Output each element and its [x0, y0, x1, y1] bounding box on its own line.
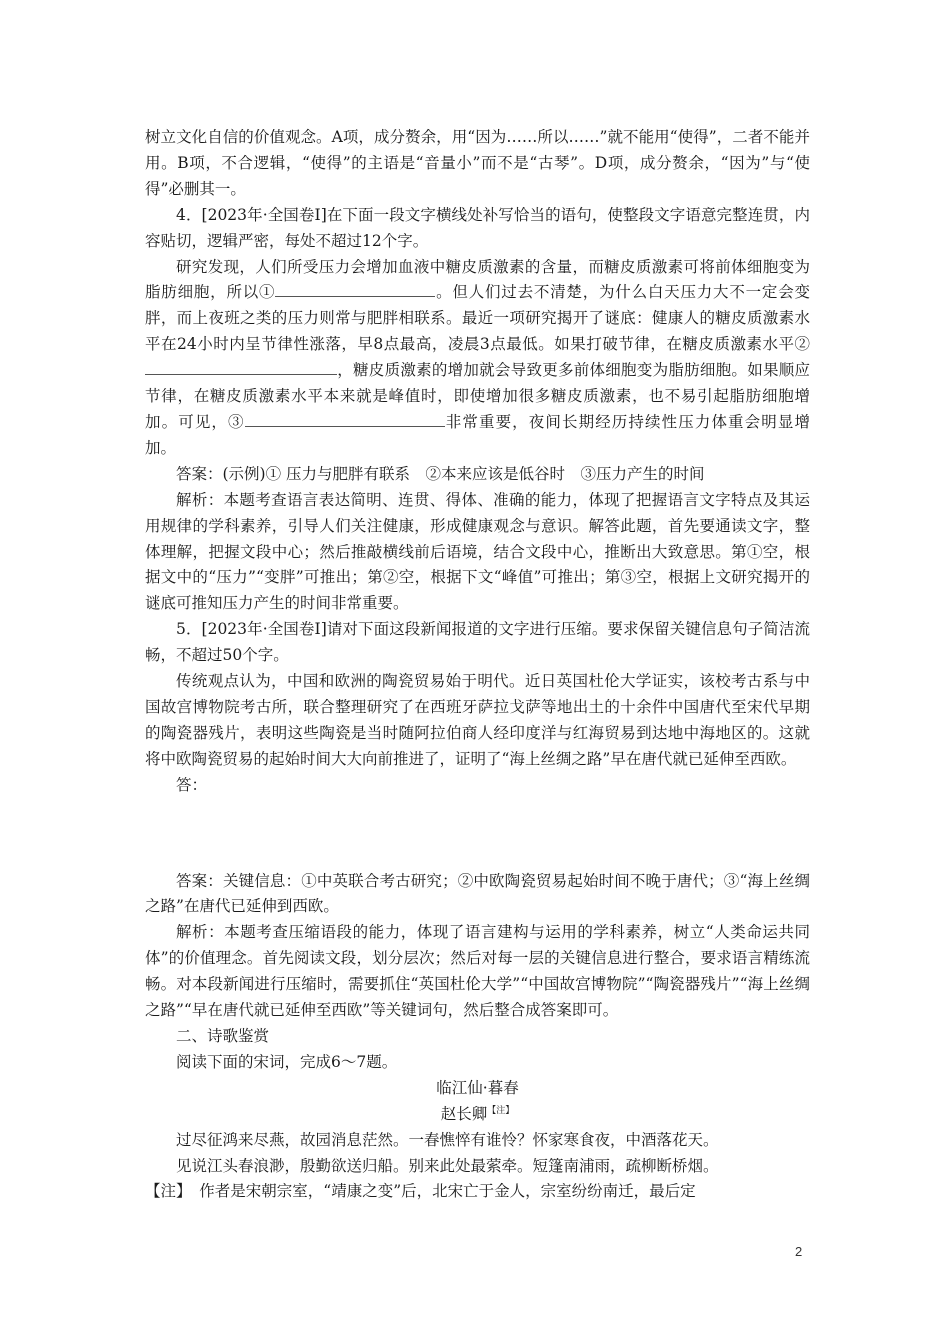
poem-note-mark: 【注】: [487, 1105, 515, 1116]
intro-paragraph: 树立文化自信的价值观念。A项，成分赘余，用“因为……所以……”就不能用“使得”，二者不能并用。B项，不合逻辑，“使得”的主语是“音量小”而不是“古琴”。D项，成分赘余，“因为”与“使得”必删其一。: [145, 128, 810, 198]
poem-title: 临江仙·暮春: [436, 1078, 519, 1097]
question-4-answer: 答案：(示例)① 压力与肥胖有联系 ②本来应该是低谷时 ③压力产生的时间: [176, 464, 705, 483]
section-instruction: 阅读下面的宋词，完成6～7题。: [176, 1052, 398, 1071]
poem-author-line: [145, 1102, 810, 1128]
fill-blank-3[interactable]: [245, 411, 445, 427]
question-5-prompt: 5．[2023年·全国卷Ⅰ]请对下面这段新闻报道的文字进行压缩。要求保留关键信息句子简洁流畅，不超过50个字。: [145, 620, 810, 665]
passage-segment-4: 非常重要，夜间长期经历持续性压力体重会明显增加。: [145, 412, 810, 457]
question-4-passage: [145, 255, 810, 462]
page-number: 2: [795, 1244, 803, 1259]
poem-line-1: 过尽征鸿来尽燕，故园消息茫然。一春憔悴有谁怜？怀家寒食夜，中酒落花天。: [176, 1130, 719, 1149]
question-5-answer-label: 答：: [176, 775, 208, 794]
poem-author: 赵长卿: [440, 1104, 488, 1123]
question-4-analysis: 解析：本题考查语言表达简明、连贯、得体、准确的能力，体现了把握语言文字特点及其运用规律的学科素养，引导人们关注健康，形成健康观念与意识。解答此题，首先要通读文字，整体理解，把握文段中心；然后推敲横线前后语境，结合文段中心，推断出大致意思。第①空，根据文中的“压力”“变胖”可推出；第②空，根据下文“峰值”可推出；第③空，根据上文研究揭开的谜底可推知压力产生的时间非常重要。: [145, 490, 810, 613]
answer-space[interactable]: [145, 799, 810, 869]
question-5-passage: 传统观点认为，中国和欧洲的陶瓷贸易始于明代。近日英国杜伦大学证实，该校考古系与中国故宫博物院考古所，联合整理研究了在西班牙萨拉戈萨等地出土的十余件中国唐代至宋代早期的陶瓷器残片，表明这些陶瓷是当时随阿拉伯商人经印度洋与红海贸易到达地中海地区的。这就将中欧陶瓷贸易的起始时间大大向前推进了，证明了“海上丝绸之路”早在唐代就已延伸至西欧。: [145, 672, 810, 768]
question-5-answer: 答案：关键信息：①中英联合考古研究；②中欧陶瓷贸易起始时间不晚于唐代；③“海上丝绸之路”在唐代已延伸到西欧。: [145, 871, 810, 916]
note-text: 作者是宋朝宗室，“靖康之变”后，北宋亡于金人，宗室纷纷南迁，最后定: [183, 1182, 696, 1201]
question-5-analysis: 解析：本题考查压缩语段的能力，体现了语言建构与运用的学科素养，树立“人类命运共同体”的价值理念。首先阅读文段，划分层次；然后对每一层的关键信息进行整合，要求语言精练流畅。对本段新闻进行压缩时，需要抓住“英国杜伦大学”“中国故宫博物院”“陶瓷器残片”“海上丝绸之路”“早在唐代就已延伸至西欧”等关键词句，然后整合成答案即可。: [145, 923, 810, 1020]
note-label: 【注】: [145, 1182, 184, 1201]
question-4-prompt: 4．[2023年·全国卷Ⅰ]在下面一段文字横线处补写恰当的语句，使整段文字语意完整连贯，内容贴切，逻辑严密，每处不超过12个字。: [145, 205, 810, 250]
poem-line-2: 见说江头春浪渺，殷勤欲送归船。别来此处最萦牵。短篷南浦雨，疏柳断桥烟。: [176, 1156, 719, 1175]
passage-segment-1: 研究发现，人们所受压力会增加血液中糖皮质激素的含量，而糖皮质激素可将前体细胞变为脂肪细胞，所以①: [145, 257, 810, 302]
fill-blank-2[interactable]: [145, 359, 337, 375]
poem-note: [145, 1179, 810, 1205]
page-content: [145, 125, 810, 1205]
passage-segment-3: ，糖皮质激素的增加就会导致更多前体细胞变为脂肪细胞。如果顺应节律，在糖皮质激素水平本来就是峰值时，即使增加很多糖皮质激素，也不易引起脂肪细胞增加。可见，③: [145, 361, 810, 431]
section-heading: 二、诗歌鉴赏: [176, 1027, 270, 1045]
passage-segment-2: 。但人们过去不清楚，为什么白天压力大不一定会变胖，而上夜班之类的压力则常与肥胖相联系。最近一项研究揭开了谜底：健康人的糖皮质激素水平在24小时内呈节律性涨落，早8点最高，凌晨3点最低。如果打破节律，在糖皮质激素水平②: [145, 283, 810, 354]
fill-blank-1[interactable]: [275, 281, 435, 297]
